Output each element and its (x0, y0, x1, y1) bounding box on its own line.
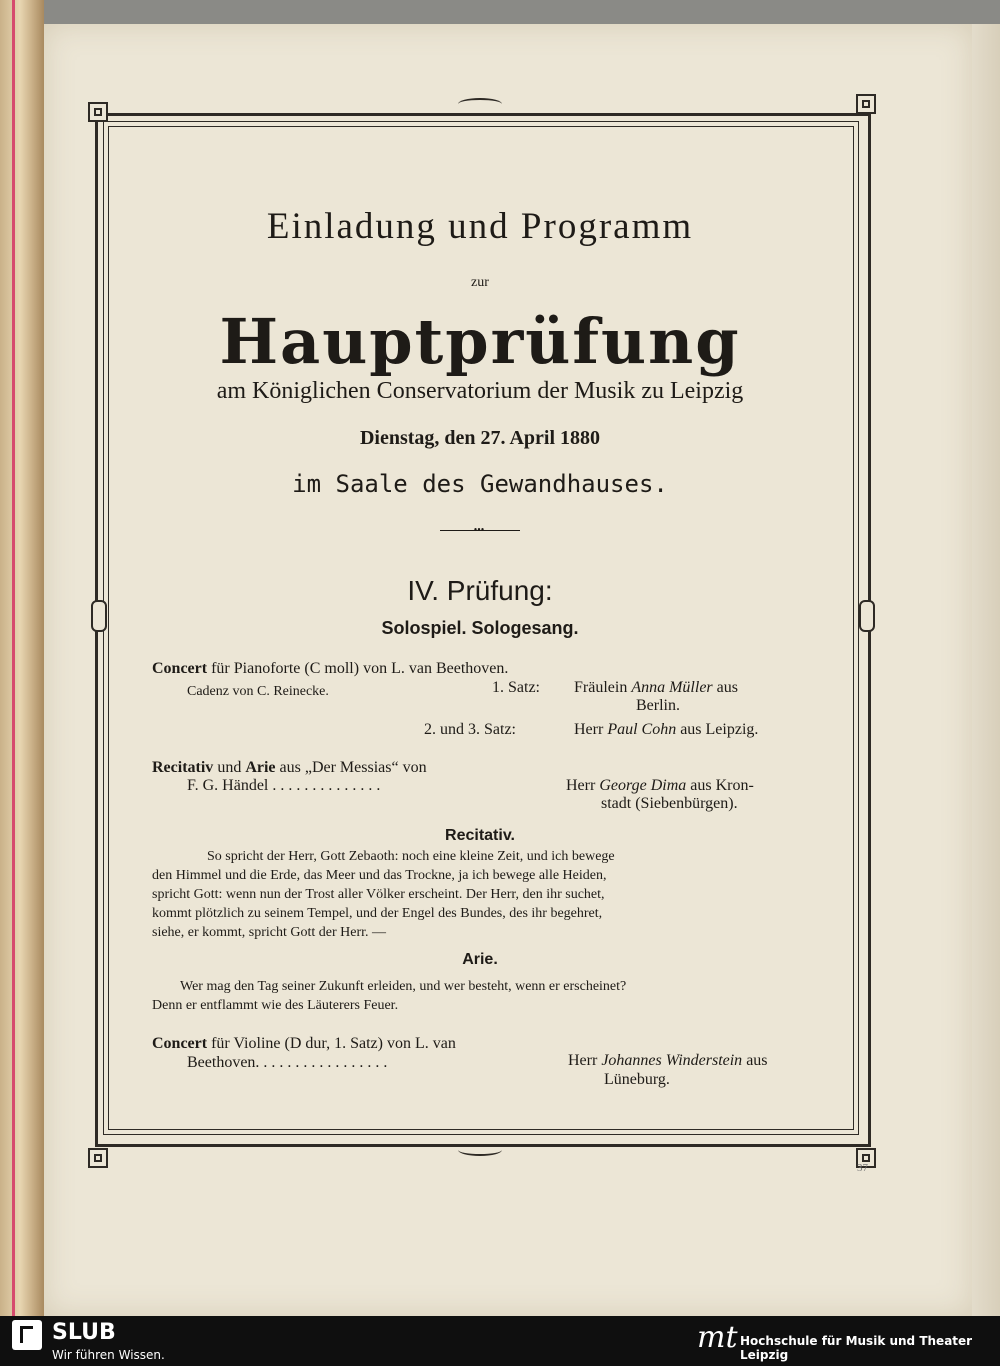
concert1-label: Concert (152, 660, 208, 677)
concert1-satz1: 1. Satz: (492, 679, 540, 696)
discipline-heading: Solospiel. Sologesang. (381, 618, 579, 638)
recitativ-text-line: den Himmel und die Erde, das Meer und das Trockne, ja ich bewege alle Heiden, (152, 868, 607, 883)
concert1-description: für Pianoforte (C moll) von L. van Beethoven. (207, 660, 509, 677)
performer-title: Herr (568, 1052, 602, 1069)
arie-text-line: Wer mag den Tag seiner Zukunft erleiden, und wer besteht, wenn er erscheinet? (180, 979, 627, 994)
performer-title: Fräulein (574, 679, 632, 696)
performer-name: George Dima (599, 777, 687, 794)
performer-name: Paul Cohn (607, 721, 677, 738)
concert2-label: Concert (152, 1035, 208, 1052)
document-title: Einladung und Programm (266, 206, 694, 247)
event-date: Dienstag, den 27. April 1880 (359, 427, 601, 449)
performer-name: Johannes Winderstein (601, 1052, 743, 1069)
recitativ-composer: F. G. Händel . . . . . . . . . . . . . . (187, 777, 381, 794)
concert1-performer2 (574, 721, 758, 739)
performer-from: aus Kron- (686, 777, 754, 794)
slub-logo-icon[interactable] (12, 1320, 42, 1350)
concert1-cadenza: Cadenz von C. Reinecke. (187, 684, 329, 699)
concert1-performer1-city: Berlin. (636, 697, 680, 714)
performer-title: Herr (566, 777, 600, 794)
bottom-ornament (458, 1144, 502, 1156)
recitativ-performer-city: stadt (Siebenbürgen). (601, 795, 738, 812)
recitativ-text-line: kommt plötzlich zu seinem Tempel, und der Engel des Bundes, des ihr begehret, (152, 906, 603, 921)
performer-from: aus (712, 679, 738, 696)
performer-from: aus (742, 1052, 768, 1069)
divider-ornament: ••• (473, 525, 485, 536)
concert2-composer: Beethoven. . . . . . . . . . . . . . . . . (187, 1054, 388, 1071)
corner-ornament-bottom-left (88, 1148, 108, 1168)
recitativ-performer (566, 777, 754, 795)
scan-background-top (44, 0, 1000, 24)
recitativ-text-line: So spricht der Herr, Gott Zebaoth: noch eine kleine Zeit, und ich bewege (207, 849, 615, 864)
main-heading: Hauptprüfung (219, 305, 741, 378)
recitativ-text-line: siehe, er kommt, spricht Gott der Herr. — (152, 925, 387, 940)
corner-ornament-top-right (856, 94, 876, 114)
left-ornament (91, 600, 107, 632)
arie-text-line: Denn er entflammt wie des Läuterers Feuer. (152, 998, 399, 1013)
title-connector: zur (471, 275, 489, 290)
page-number: 37 (857, 1162, 868, 1174)
concert2-performer (568, 1052, 768, 1070)
heading-connector: und (213, 759, 246, 776)
page-edge (972, 24, 1000, 1316)
concert2-heading (152, 1035, 456, 1053)
recitativ-text-line: spricht Gott: wenn nun der Trost aller Völker erscheint. Der Herr, den ihr suchet, (152, 887, 605, 902)
concert1-heading (152, 660, 508, 678)
institution-line: am Königlichen Conservatorium der Musik zu Leipzig (216, 378, 744, 404)
concert2-description: für Violine (D dur, 1. Satz) von L. van (207, 1035, 456, 1052)
hmt-institution-name[interactable]: Hochschule für Musik und Theater Leipzig (740, 1334, 973, 1362)
recitativ-section-heading: Recitativ. (445, 827, 515, 844)
event-venue: im Saale des Gewandhauses. (292, 470, 668, 498)
recitativ-label: Recitativ (152, 759, 214, 776)
exam-heading: IV. Prüfung: (407, 575, 553, 606)
concert1-satz23: 2. und 3. Satz: (424, 721, 516, 738)
slub-logo-text[interactable]: SLUB (52, 1320, 116, 1345)
performer-name: Anna Müller (631, 679, 713, 696)
performer-title: Herr (574, 721, 608, 738)
performer-from: aus Leipzig. (676, 721, 759, 738)
arie-label: Arie (245, 759, 276, 776)
book-binding (0, 0, 44, 1316)
concert2-performer-city: Lüneburg. (604, 1071, 670, 1088)
concert1-performer1 (574, 679, 738, 697)
recitativ-source: aus „Der Messias“ von (275, 759, 427, 776)
binding-ribbon (12, 0, 15, 1316)
right-ornament (859, 600, 875, 632)
slub-tagline: Wir führen Wissen. (52, 1348, 165, 1362)
arie-section-heading: Arie. (462, 951, 498, 968)
hmt-logo-icon[interactable]: mt (697, 1320, 738, 1355)
top-ornament (458, 98, 502, 110)
recitativ-heading (152, 759, 427, 777)
corner-ornament-top-left (88, 102, 108, 122)
